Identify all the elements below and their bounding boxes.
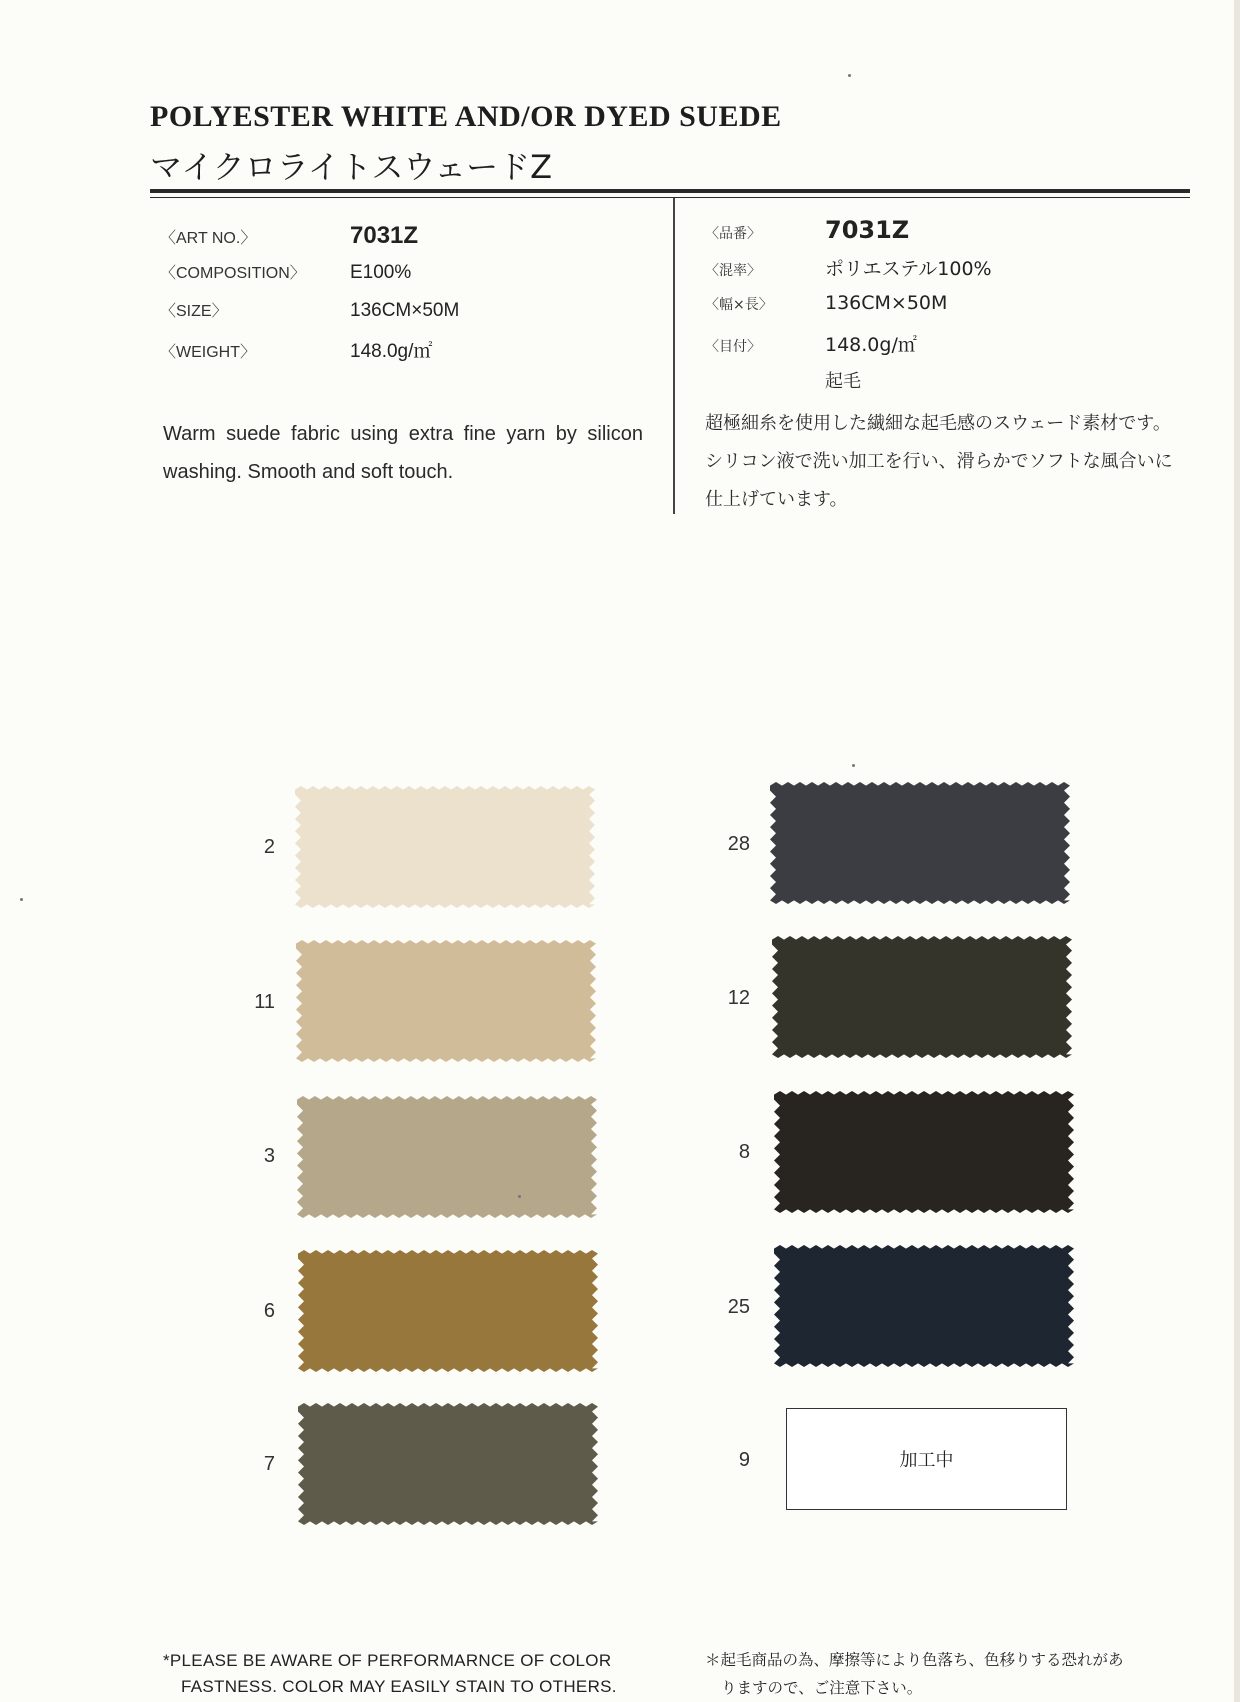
spec-row-composition xyxy=(160,260,411,284)
note-english-line: FASTNESS. COLOR MAY EASILY STAIN TO OTHERS. xyxy=(181,1677,617,1696)
spec-label: 〈品番〉 xyxy=(705,226,761,242)
spec-value: 136CM×50M xyxy=(825,292,948,314)
swatch-color-12 xyxy=(772,936,1072,1058)
title-japanese: マイクロライトスウェードZ xyxy=(150,148,553,186)
swatch-number: 7 xyxy=(263,1453,275,1475)
finish-note-kimo: 起毛 xyxy=(825,371,861,392)
spec-row-weight xyxy=(160,336,432,363)
scan-speck xyxy=(848,74,851,77)
in-processing-label: 加工中 xyxy=(899,1450,954,1471)
swatch-color-28 xyxy=(770,782,1070,904)
note-japanese-line: ＊起毛商品の為、摩擦等により色落ち、色移りする恐れがあ xyxy=(705,1651,1124,1669)
column-divider xyxy=(673,198,675,514)
spec-value: ポリエステル100% xyxy=(825,258,992,280)
spec-label: 〈ART NO.〉 xyxy=(160,230,257,247)
spec-label: 〈目付〉 xyxy=(705,339,761,355)
spec-value: 148.0g/㎡ xyxy=(825,334,917,356)
scan-speck xyxy=(518,1195,521,1198)
swatch-number: 28 xyxy=(727,833,750,855)
description-english: Warm suede fabric using extra fine yarn by silicon washing. Smooth and soft touch. xyxy=(163,423,643,483)
description-japanese: 超極細糸を使用した繊細な起毛感のスウェード素材です。シリコン液で洗い加工を行い、滑らかでソフトな風合いに仕上げています。 xyxy=(705,413,1173,510)
title-english: POLYESTER WHITE AND/OR DYED SUEDE xyxy=(150,100,782,133)
header-rule-thin xyxy=(150,197,1190,198)
swatch-color-7 xyxy=(298,1403,598,1525)
spec-value: 7031Z xyxy=(825,216,910,244)
spec-value: 136CM×50M xyxy=(350,300,460,321)
spec-value: 148.0g/㎡ xyxy=(350,341,433,362)
note-japanese xyxy=(705,1646,1185,1702)
swatch-number: 25 xyxy=(727,1296,750,1318)
swatch-color-25 xyxy=(774,1245,1074,1367)
swatch-number: 3 xyxy=(263,1145,275,1167)
swatch-color-8 xyxy=(774,1091,1074,1213)
spec-label: 〈SIZE〉 xyxy=(160,303,228,320)
spec-label: 〈幅×長〉 xyxy=(705,297,773,313)
scan-speck xyxy=(852,764,855,767)
swatch-color-3 xyxy=(297,1096,597,1218)
swatch-in-processing-box xyxy=(786,1408,1067,1510)
spec-label: 〈WEIGHT〉 xyxy=(160,344,256,361)
swatch-number: 8 xyxy=(738,1141,750,1163)
scan-speck xyxy=(20,898,23,901)
header-rule-thick xyxy=(150,189,1190,193)
swatch-number: 11 xyxy=(254,991,275,1013)
swatch-color-6 xyxy=(298,1250,598,1372)
spec-row-haba-cho xyxy=(705,292,947,314)
spec-row-metsuke xyxy=(705,330,917,357)
spec-row-size xyxy=(160,298,459,322)
page-edge xyxy=(1234,0,1240,1702)
spec-row-konritsu xyxy=(705,254,992,281)
spec-value: E100% xyxy=(350,262,412,283)
note-japanese-line: りますので、ご注意下さい。 xyxy=(721,1679,923,1697)
swatch-number: 2 xyxy=(263,836,275,858)
note-english xyxy=(163,1648,653,1700)
spec-label: 〈COMPOSITION〉 xyxy=(160,265,306,282)
spec-value: 7031Z xyxy=(350,222,419,249)
swatch-number: 6 xyxy=(263,1300,275,1322)
swatch-number: 9 xyxy=(738,1449,750,1471)
spec-row-hinban xyxy=(705,216,909,244)
swatch-number: 12 xyxy=(727,987,750,1009)
note-english-line: *PLEASE BE AWARE OF PERFORMARNCE OF COLOR xyxy=(163,1651,612,1670)
spec-label: 〈混率〉 xyxy=(705,263,761,279)
swatch-color-11 xyxy=(296,940,596,1062)
swatch-color-2 xyxy=(295,786,595,908)
spec-row-art-no xyxy=(160,222,418,250)
